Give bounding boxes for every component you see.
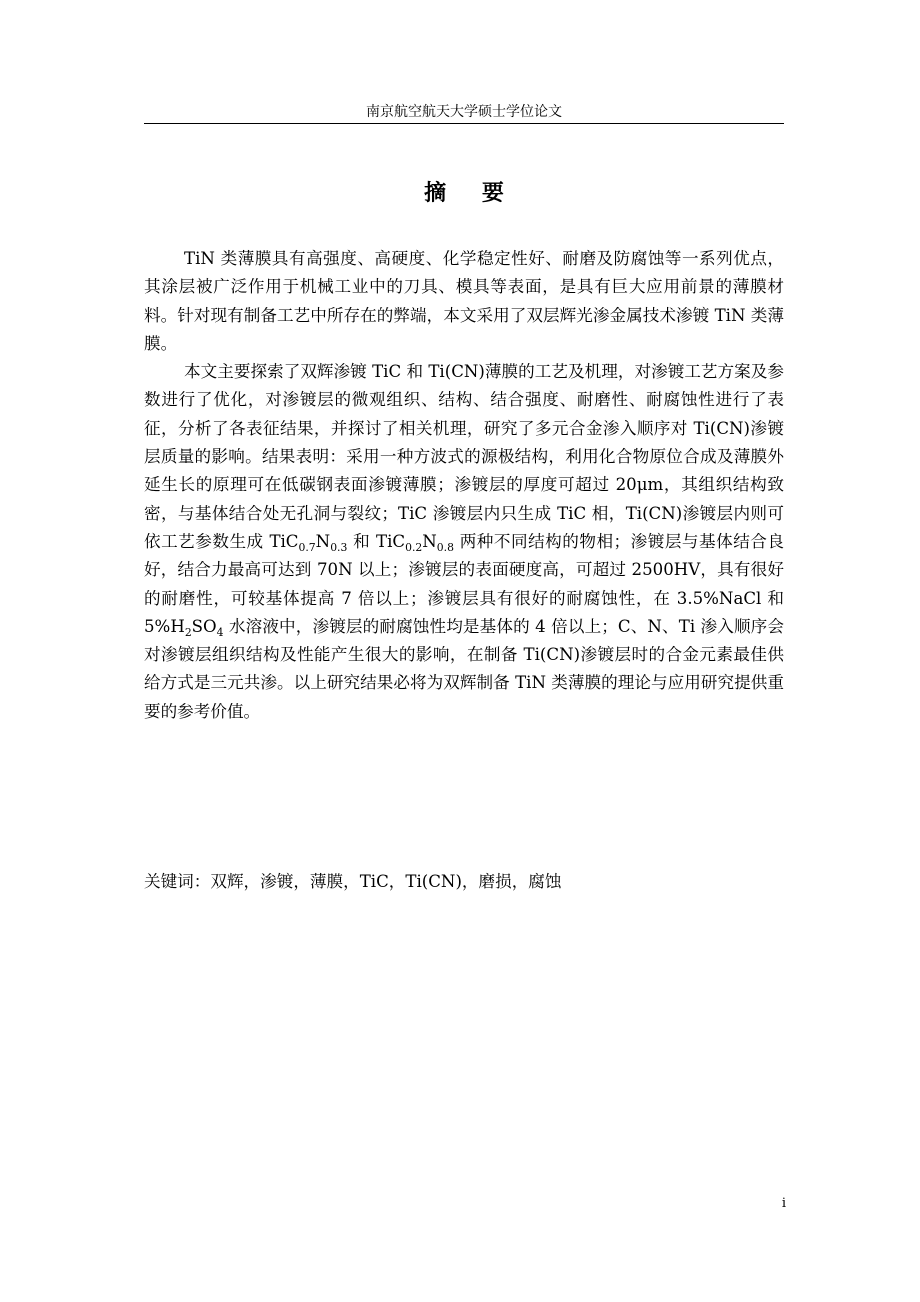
abstract-title: 摘 要 — [424, 180, 518, 206]
paragraph-2-text-1: 本文主要探索了双辉渗镀 TiC 和 Ti(CN)薄膜的工艺及机理，对渗镀工艺方案及参数进行了优化，对渗镀层的微观组织、结构、结合强度、耐磨性、耐腐蚀性进行了表征，分析了各表征结果，并探讨了相关机理，研究了多元合金渗入顺序对 Ti(CN)渗镀层质量的影响。结果表明：采用一种方波式的源极结构，利用化合物原位合成及薄膜外延生长的原理可在低碳钢表面渗镀薄膜；渗镀层的厚度可超过 20μm，其组织结构致密，与基体结合处无孔洞与裂纹；TiC 渗镀层内只生成 TiC 相，Ti(CN)渗镀层内则可依工艺参数生成 — [144, 362, 784, 551]
formula-tic02n08: $TiC_{0.2}N_{0.8}$ — [376, 531, 454, 554]
abstract-paragraph-1: TiN 类薄膜具有高强度、高硬度、化学稳定性好、耐磨及防腐蚀等一系列优点，其涂层被广泛作用于机械工业中的刀具、模具等表面，是具有巨大应用前景的薄膜材料。针对现有制备工艺中所存在的弊端，本文采用了双层辉光渗金属技术渗镀 TiN 类薄膜。 — [144, 249, 784, 353]
abstract-body — [144, 245, 784, 726]
page-number: i — [781, 1196, 786, 1211]
paragraph-2-text-4: 水溶液中，渗镀层的耐腐蚀性均是基体的 4 倍以上；C、N、Ti 渗入顺序会对渗镀层组织结构及性能产生很大的影响，在制备 Ti(CN)渗镀层时的合金元素最佳供给方式是三元共渗。以上研究结果必将为双辉制备 TiN 类薄膜的理论与应用研究提供重要的参考价值。 — [144, 616, 784, 721]
paragraph-2-text-2: 和 — [347, 531, 377, 551]
abstract-paragraph-2 — [144, 358, 784, 726]
formula-tic07n03: $TiC_{0.7}N_{0.3}$ — [269, 531, 348, 554]
formula-h2so4: $H_2SO_4$ — [170, 616, 224, 639]
paragraph-2-text-3: 两种不同结构的物相；渗镀层与基体结合良好，结合力最高可达到 70N 以上；渗镀层的表面硬度高，可超过 2500HV，具有很好的耐磨性，可较基体提高 7 倍以上；渗镀层具有很好的耐腐蚀性，在 3.5%NaCl 和 5% — [144, 531, 784, 636]
running-header: 南京航空航天大学硕士学位论文 — [366, 104, 562, 120]
header-rule — [144, 123, 784, 124]
keywords-line: 关键词：双辉，渗镀，薄膜，TiC，Ti(CN)，磨损，腐蚀 — [144, 872, 562, 891]
